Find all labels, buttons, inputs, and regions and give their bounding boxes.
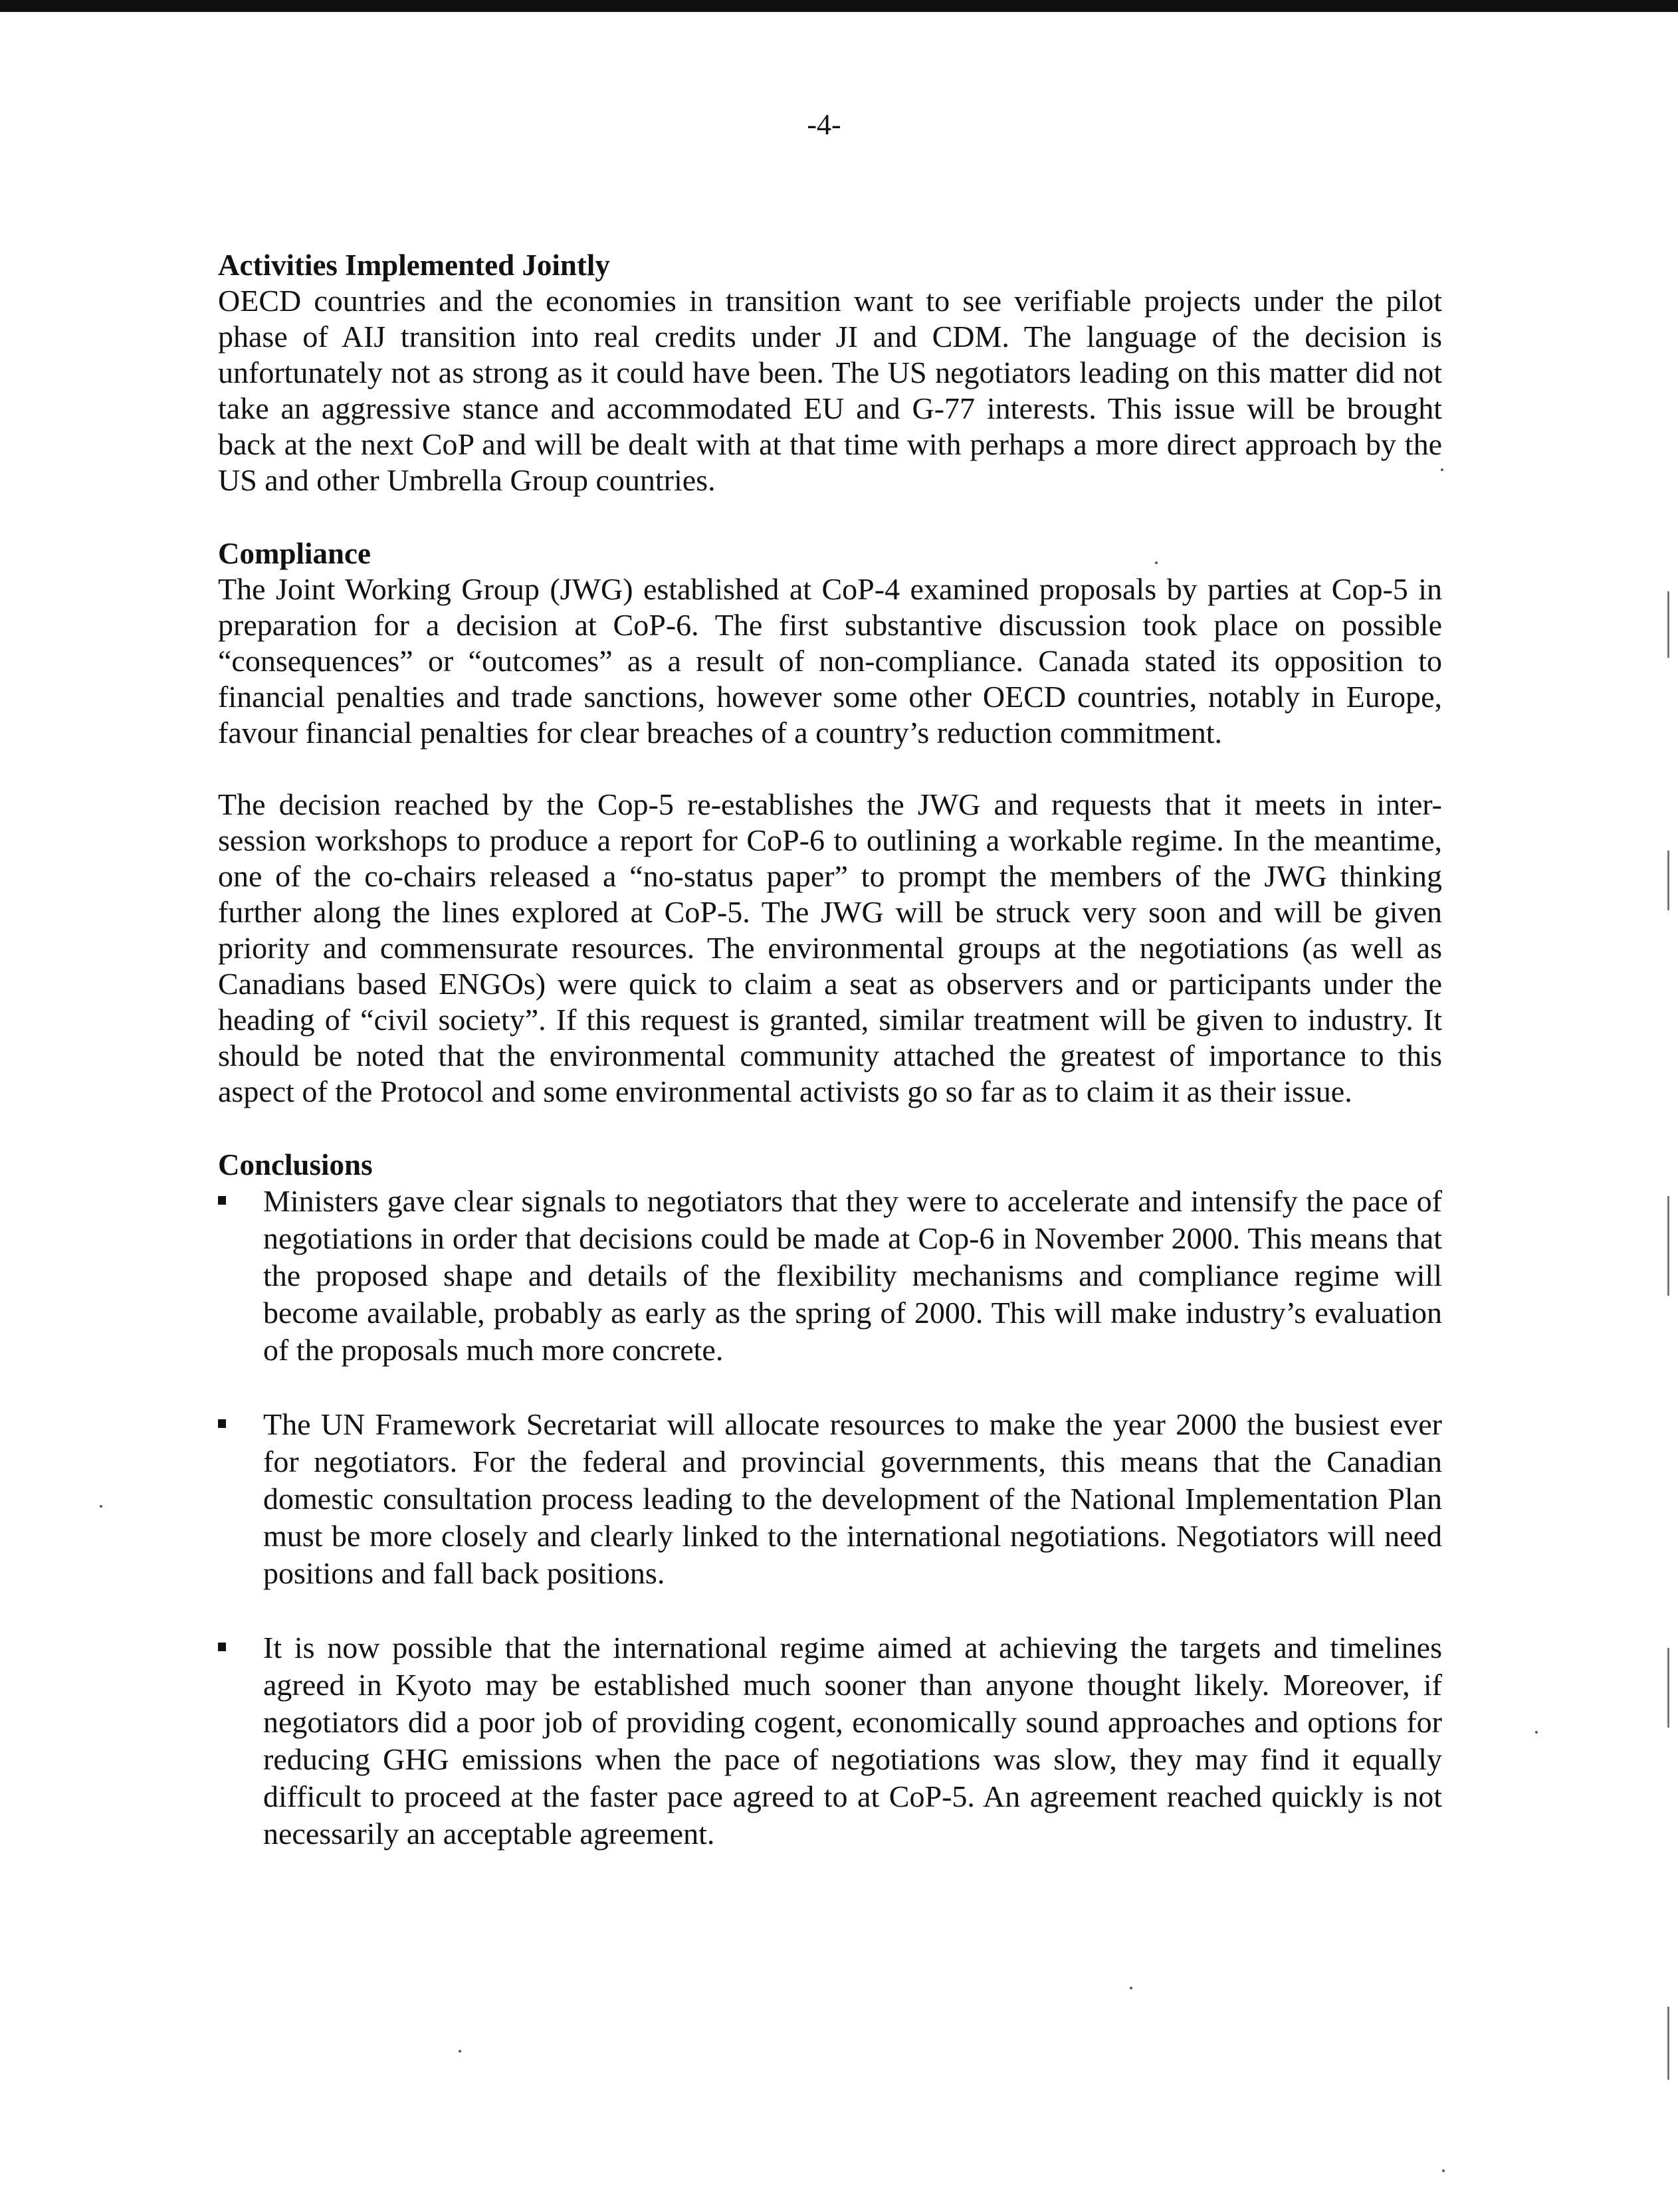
conclusions-bullet-list: [218, 1183, 1442, 1853]
section-heading: Compliance: [218, 537, 371, 570]
scan-speck: [1155, 561, 1158, 564]
scan-edge-mark: [1667, 591, 1669, 658]
scan-speck: [1535, 1731, 1538, 1734]
section-activities-implemented-jointly: [218, 247, 1442, 498]
section-compliance: [218, 536, 1442, 1110]
scan-speck: [1441, 468, 1443, 471]
scan-speck: [459, 2050, 461, 2053]
scan-edge-mark: [1667, 2007, 1669, 2080]
bullet-text: It is now possible that the international regime aimed at achieving the targets and timelines agreed in Kyoto may be established much sooner than anyone thought likely. Moreover, if negotiators did a poor job of providing cogent, economically sound approaches and options for reducing GHG emissions when the pace of negotiations was slow, they may find it equally difficult to proceed at the faster pace agreed to at CoP-5. An agreement reached quickly is not necessarily an acceptable agreement.: [263, 1631, 1442, 1851]
document-body: [218, 247, 1442, 1853]
scan-edge-mark: [1667, 1648, 1669, 1728]
section-conclusions: [218, 1147, 1442, 1853]
scan-edge-mark: [1667, 851, 1669, 910]
square-bullet-icon: [218, 1643, 226, 1651]
section-heading: Activities Implemented Jointly: [218, 249, 610, 282]
scan-edge-mark: [1667, 1196, 1669, 1296]
scan-speck: [1130, 1987, 1132, 1989]
page-number: -4-: [807, 108, 841, 141]
section-heading: Conclusions: [218, 1148, 373, 1181]
square-bullet-icon: [218, 1419, 226, 1428]
scan-speck: [1442, 2169, 1445, 2172]
list-item: [218, 1183, 1442, 1369]
bullet-text: The UN Framework Secretariat will allocate resources to make the year 2000 the busiest ever for negotiators. For the federal and provincial governments, this means that the Canadian domestic consultation process leading to the development of the National Implementation Plan must be more closely and clearly linked to the international negotiations. Negotiators will need positions and fall back positions.: [263, 1407, 1442, 1590]
square-bullet-icon: [218, 1196, 226, 1205]
list-item: [218, 1629, 1442, 1853]
section-paragraph: The Joint Working Group (JWG) established at CoP-4 examined proposals by parties at Cop-5 in preparation for a decision at CoP-6. The first substantive discussion took place on possible “consequences” or “outcomes” as a result of non-compliance. Canada stated its opposition to financial penalties and trade sanctions, however some other OECD countries, notably in Europe, favour financial penalties for clear breaches of a country’s reduction commitment.: [218, 572, 1442, 750]
list-item: [218, 1406, 1442, 1592]
scan-speck: [100, 1505, 102, 1508]
bullet-text: Ministers gave clear signals to negotiators that they were to accelerate and intensify the pace of negotiations in order that decisions could be made at Cop-6 in November 2000. This means that the proposed shape and details of the flexibility mechanisms and compliance regime will become available, probably as early as the spring of 2000. This will make industry’s evaluation of the proposals much more concrete.: [263, 1184, 1442, 1367]
section-paragraph: OECD countries and the economies in transition want to see verifiable projects under the pilot phase of AIJ transition into real credits under JI and CDM. The language of the decision is unfortunately not as strong as it could have been. The US negotiators leading on this matter did not take an aggressive stance and accommodated EU and G-77 interests. This issue will be brought back at the next CoP and will be dealt with at that time with perhaps a more direct approach by the US and other Umbrella Group countries.: [218, 284, 1442, 497]
section-paragraph: The decision reached by the Cop-5 re-establishes the JWG and requests that it meets in inter-session workshops to produce a report for CoP-6 to outlining a workable regime. In the meantime, one of the co-chairs released a “no-status paper” to prompt the members of the JWG thinking further along the lines explored at CoP-5. The JWG will be struck very soon and will be given priority and commensurate resources. The environmental groups at the negotiations (as well as Canadians based ENGOs) were quick to claim a seat as observers and or participants under the heading of “civil society”. If this request is granted, similar treatment will be given to industry. It should be noted that the environmental community attached the greatest of importance to this aspect of the Protocol and some environmental activists go so far as to claim it as their issue.: [218, 787, 1442, 1108]
top-border-rule: [0, 0, 1678, 12]
